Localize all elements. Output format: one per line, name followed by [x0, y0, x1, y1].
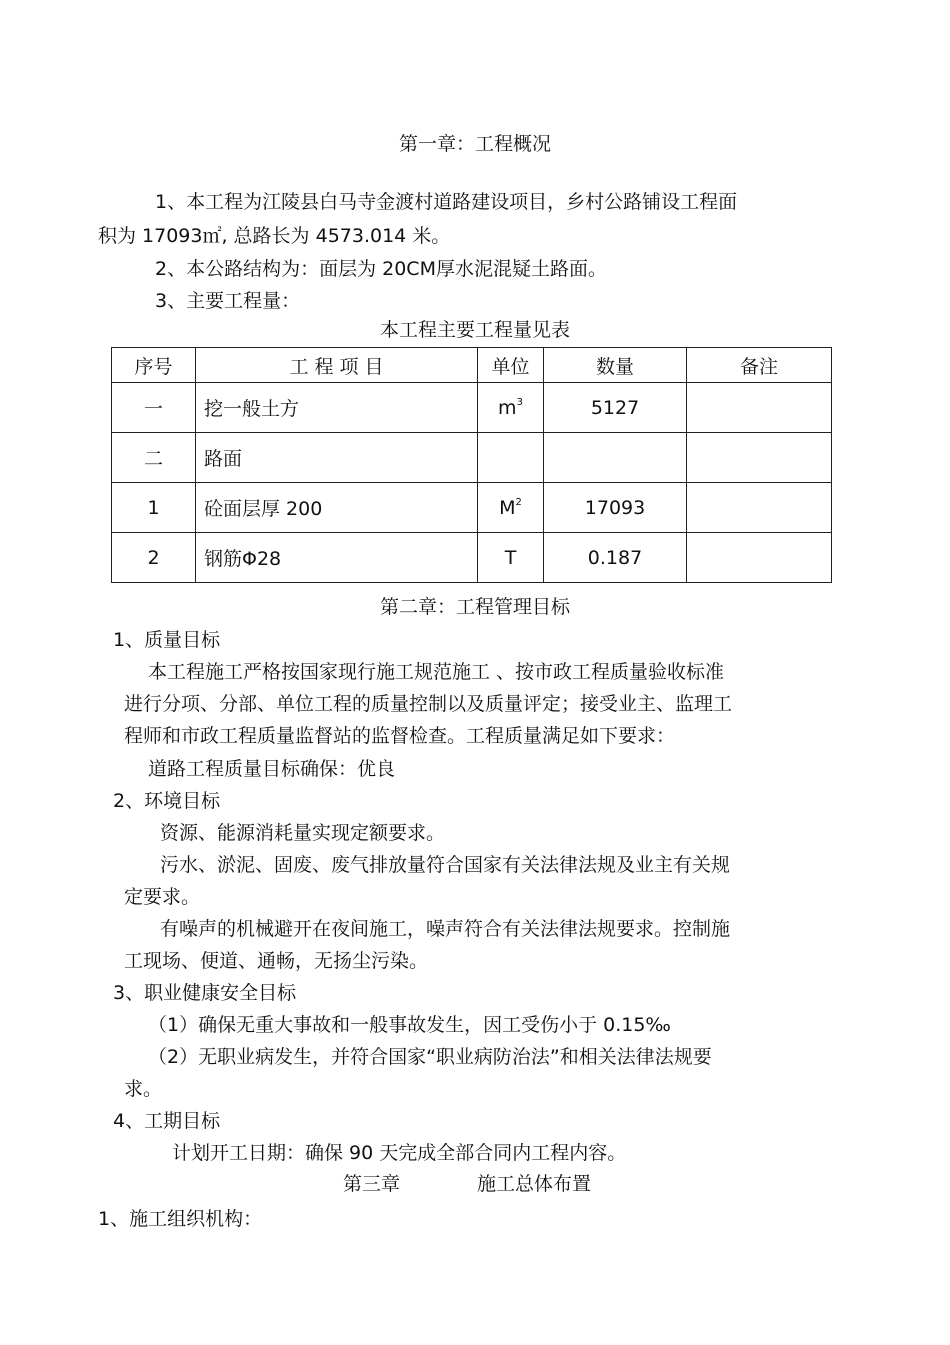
cell-unit — [478, 433, 544, 483]
cell-unit: T — [478, 533, 544, 583]
chapter1-title: 第一章：工程概况 — [398, 133, 551, 155]
cell-note — [687, 483, 832, 533]
quality-goal-line-4: 道路工程质量目标确保：优良 — [148, 758, 396, 780]
cell-item: 砼面层厚 200 — [196, 483, 478, 533]
cell-item: 挖一般土方 — [196, 383, 478, 433]
header-no: 序号 — [112, 348, 196, 383]
safety-goal-line-2: （2）无职业病发生，并符合国家“职业病防治法”和相关法律法规要 — [148, 1046, 712, 1068]
header-unit: 单位 — [478, 348, 544, 383]
cell-unit: $M^2$ — [478, 483, 544, 533]
schedule-goal-line-1: 计划开工日期：确保 90 天完成全部合同内工程内容。 — [172, 1142, 627, 1164]
cell-no: 1 — [112, 483, 196, 533]
schedule-goal-heading: 4、工期目标 — [113, 1110, 221, 1132]
environment-goal-line-1: 资源、能源消耗量实现定额要求。 — [160, 822, 446, 844]
quantity-table — [111, 347, 832, 583]
header-item: 工 程 项 目 — [196, 348, 478, 383]
cell-qty: 0.187 — [544, 533, 687, 583]
paragraph-1-line-1: 1、本工程为江陵县白马寺金渡村道路建设项目，乡村公路铺设工程面 — [155, 191, 738, 213]
cell-note — [687, 383, 832, 433]
cell-item: 钢筋Φ28 — [196, 533, 478, 583]
cell-no: 一 — [112, 383, 196, 433]
safety-goal-line-1: （1）确保无重大事故和一般事故发生，因工受伤小于 0.15‰ — [148, 1014, 671, 1036]
cell-qty — [544, 433, 687, 483]
environment-goal-line-3: 定要求。 — [124, 886, 201, 908]
organization-heading: 1、施工组织机构： — [98, 1208, 263, 1230]
table-row — [112, 433, 832, 483]
cell-qty: 5127 — [544, 383, 687, 433]
table-row — [112, 533, 832, 583]
paragraph-1-line-2: 积为 17093㎡, 总路长为 4573.014 米。 — [98, 225, 451, 247]
environment-goal-line-5: 工现场、便道、通畅，无扬尘污染。 — [124, 950, 429, 972]
cell-unit: $m^3$ — [478, 383, 544, 433]
cell-item: 路面 — [196, 433, 478, 483]
paragraph-3: 3、主要工程量： — [155, 290, 301, 312]
header-note: 备注 — [687, 348, 832, 383]
cell-qty: 17093 — [544, 483, 687, 533]
environment-goal-heading: 2、环境目标 — [113, 790, 221, 812]
quality-goal-heading: 1、质量目标 — [113, 629, 221, 651]
cell-note — [687, 433, 832, 483]
table-row — [112, 483, 832, 533]
safety-goal-heading: 3、职业健康安全目标 — [113, 982, 297, 1004]
chapter2-title: 第二章：工程管理目标 — [379, 596, 570, 618]
table-row — [112, 383, 832, 433]
cell-no: 二 — [112, 433, 196, 483]
table-caption: 本工程主要工程量见表 — [379, 319, 570, 341]
header-qty: 数量 — [544, 348, 687, 383]
paragraph-2: 2、本公路结构为：面层为 20CM厚水泥混疑土路面。 — [155, 258, 607, 280]
chapter3-title-text: 施工总体布置 — [477, 1173, 592, 1195]
table-header-row — [112, 348, 832, 383]
environment-goal-line-2: 污水、淤泥、固废、废气排放量符合国家有关法律法规及业主有关规 — [160, 854, 731, 876]
safety-goal-line-3: 求。 — [124, 1078, 163, 1100]
cell-no: 2 — [112, 533, 196, 583]
chapter3-title-number: 第三章 — [343, 1173, 401, 1195]
quality-goal-line-2: 进行分项、分部、单位工程的质量控制以及质量评定；接受业主、监理工 — [124, 693, 733, 715]
quality-goal-line-1: 本工程施工严格按国家现行施工规范施工 、按市政工程质量验收标准 — [148, 661, 725, 683]
quality-goal-line-3: 程师和市政工程质量监督站的监督检查。工程质量满足如下要求： — [124, 725, 676, 747]
cell-note — [687, 533, 832, 583]
environment-goal-line-4: 有噪声的机械避开在夜间施工，噪声符合有关法律法规要求。控制施 — [160, 918, 731, 940]
